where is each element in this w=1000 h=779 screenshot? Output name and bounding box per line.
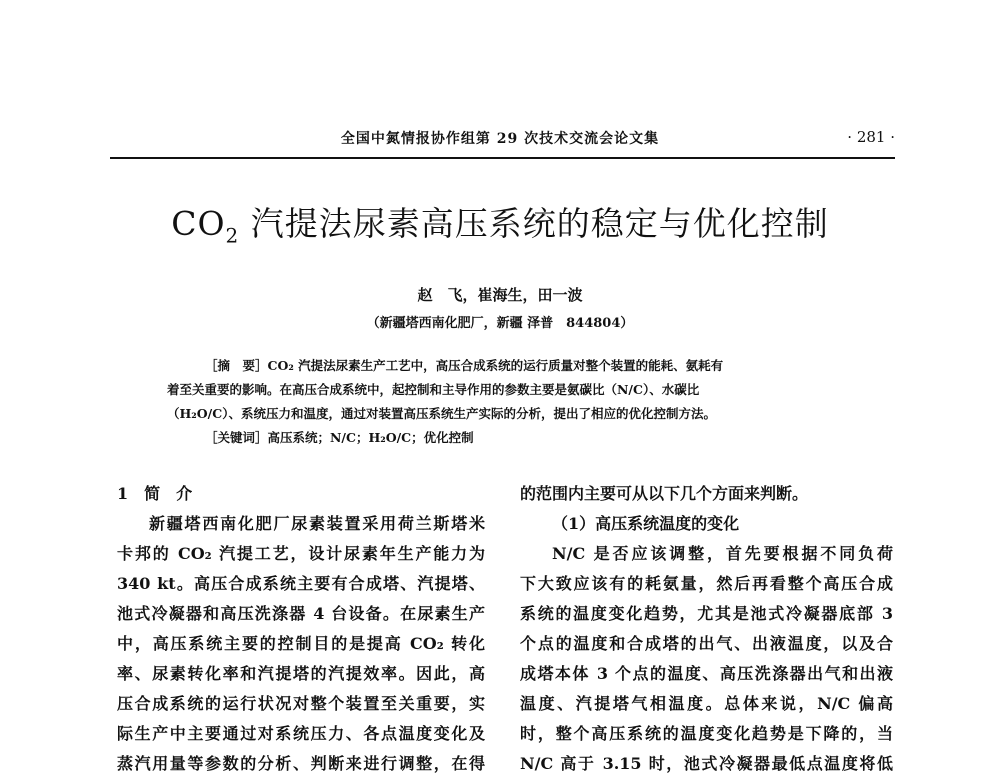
body-line: 温度、汽提塔气相温度。总体来说，N/C 偏高 <box>520 694 893 713</box>
body-line: 成塔本体 3 个点的温度、高压洗涤器出气和出液 <box>520 664 893 683</box>
body-line: N/C 是否应该调整，首先要根据不同负荷 <box>552 544 893 563</box>
keywords: ［关键词］高压系统；N/C；H₂O/C；优化控制 <box>205 430 474 445</box>
body-line: 蒸汽用量等参数的分析、判断来进行调整，在得 <box>117 754 485 773</box>
body-line: 个点的温度和合成塔的出气、出液温度，以及合 <box>520 634 893 653</box>
body-line: N/C 高于 3.15 时，池式冷凝器最低点温度将低 <box>520 754 893 773</box>
body-line: 的范围内主要可从以下几个方面来判断。 <box>520 484 809 503</box>
section-heading: 1 简 介 <box>117 484 193 503</box>
title-rest: 汽提法尿素高压系统的稳定与优化控制 <box>239 204 829 243</box>
body-line: 下大致应该有的耗氨量，然后再看整个高压合成 <box>520 574 893 593</box>
left-column <box>117 479 485 779</box>
body-line: 中，高压系统主要的控制目的是提高 CO₂ 转化 <box>117 634 485 653</box>
body-line: 系统的温度变化趋势，尤其是池式冷凝器底部 3 <box>520 604 893 623</box>
header-rule <box>110 157 895 159</box>
body-line: 新疆塔西南化肥厂尿素装置采用荷兰斯塔米 <box>149 514 485 533</box>
abstract-line: 着至关重要的影响。在高压合成系统中，起控制和主导作用的参数主要是氨碳比（N/C）、水碳比 <box>167 382 700 397</box>
title-subscript: 2 <box>225 223 240 248</box>
body-line: 340 kt。高压合成系统主要有合成塔、汽提塔、 <box>117 574 485 593</box>
body-line: 率、尿素转化率和汽提塔的汽提效率。因此，高 <box>117 664 485 683</box>
authors: 赵 飞，崔海生，田一波 <box>417 286 583 304</box>
subsection-heading: （1）高压系统温度的变化 <box>552 514 740 533</box>
abstract-line: ［摘 要］CO₂ 汽提法尿素生产工艺中，高压合成系统的运行质量对整个装置的能耗、氨耗有 <box>205 358 724 373</box>
page-number: · 281 · <box>847 128 895 146</box>
paper-title <box>100 198 900 248</box>
title-prefix: CO <box>171 204 226 243</box>
body-line: 时，整个高压系统的温度变化趋势是下降的，当 <box>520 724 893 743</box>
body-line: 池式冷凝器和高压洗涤器 4 台设备。在尿素生产 <box>117 604 485 623</box>
right-column <box>520 479 893 779</box>
abstract-line: （H₂O/C）、系统压力和温度，通过对装置高压系统生产实际的分析，提出了相应的优化控制方法。 <box>167 406 716 421</box>
affiliation: （新疆塔西南化肥厂，新疆 泽普 844804） <box>366 316 634 331</box>
body-line: 卡邦的 CO₂ 汽提工艺，设计尿素年生产能力为 <box>117 544 485 563</box>
body-line: 压合成系统的运行状况对整个装置至关重要，实 <box>117 694 485 713</box>
running-header: 全国中氮情报协作组第 29 次技术交流会论文集 <box>340 131 660 147</box>
body-line: 际生产中主要通过对系统压力、各点温度变化及 <box>117 724 485 743</box>
